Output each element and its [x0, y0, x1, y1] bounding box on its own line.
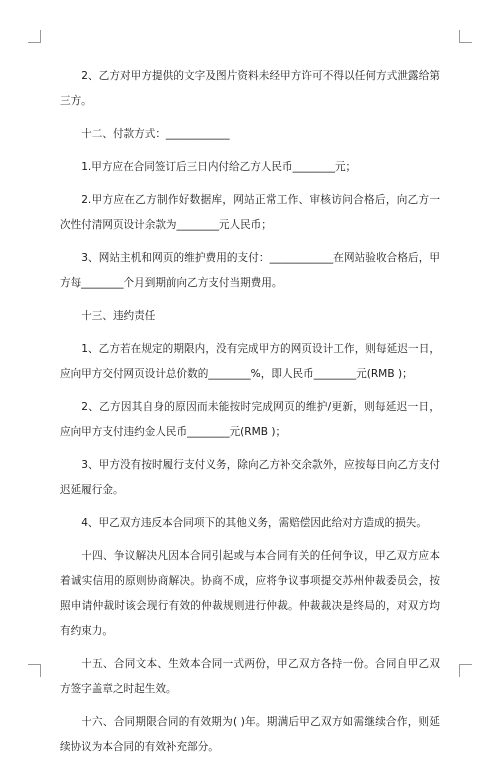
crop-mark-top-right: [459, 30, 472, 43]
clause-13-item-3: 3、甲方没有按时履行支付义务，除向乙方补交余款外，应按每日向乙方支付迟延履行金。: [60, 459, 440, 496]
crop-mark-top-left: [28, 30, 41, 43]
clause-13-item-1: 1、乙方若在规定的期限内，没有完成甲方的网页设计工作，则每延迟一日，应向甲方交付网页设计总价数的________%，即人民币________元(RMB )；: [60, 343, 440, 380]
section-14-dispute: 十四、争议解决凡因本合同引起或与本合同有关的任何争议，甲乙双方应本着诚实信用的原则协商解决。协商不成，应将争议事项提交苏州仲裁委员会，按照申请仲裁时该会现行有效的仲裁规则进行仲裁。仲裁裁决是终局的，对双方均有约束力。: [60, 550, 440, 637]
crop-mark-bottom-right: [459, 664, 472, 677]
clause-13-item-2: 2、乙方因其自身的原因而未能按时完成网页的维护/更新，则每延迟一日，应向甲方支付违约金人民币________元(RMB )；: [60, 401, 440, 438]
document-body: [60, 64, 440, 768]
clause-12-item-2: 2.甲方应在乙方制作好数据库，网站正常工作、审核访问合格后，向乙方一次性付清网页设计余款为________元人民币；: [60, 194, 440, 231]
crop-mark-bottom-left: [28, 664, 41, 677]
section-12-heading: 十二、付款方式：____________: [81, 128, 230, 140]
clause-12-item-1: 1.甲方应在合同签订后三日内付给乙方人民币________元；: [81, 161, 357, 173]
clause-11-item-2: 2、乙方对甲方提供的文字及图片资料未经甲方许可不得以任何方式泄露给第三方。: [60, 70, 440, 107]
clause-12-item-3: 3、网站主机和网页的维护费用的支付：____________在网站验收合格后，甲方每________个月到期前向乙方支付当期费用。: [60, 252, 440, 289]
section-13-heading: 十三、违约责任: [81, 310, 156, 322]
section-15-effect: 十五、合同文本、生效本合同一式两份，甲乙双方各持一份。合同自甲乙双方签字盖章之时起生效。: [60, 658, 440, 695]
clause-13-item-4: 4、甲乙双方违反本合同项下的其他义务，需赔偿因此给对方造成的损失。: [81, 517, 427, 529]
section-16-term: 十六、合同期限合同的有效期为( )年。期满后甲乙双方如需继续合作，则延续协议为本合同的有效补充部分。: [60, 716, 440, 753]
